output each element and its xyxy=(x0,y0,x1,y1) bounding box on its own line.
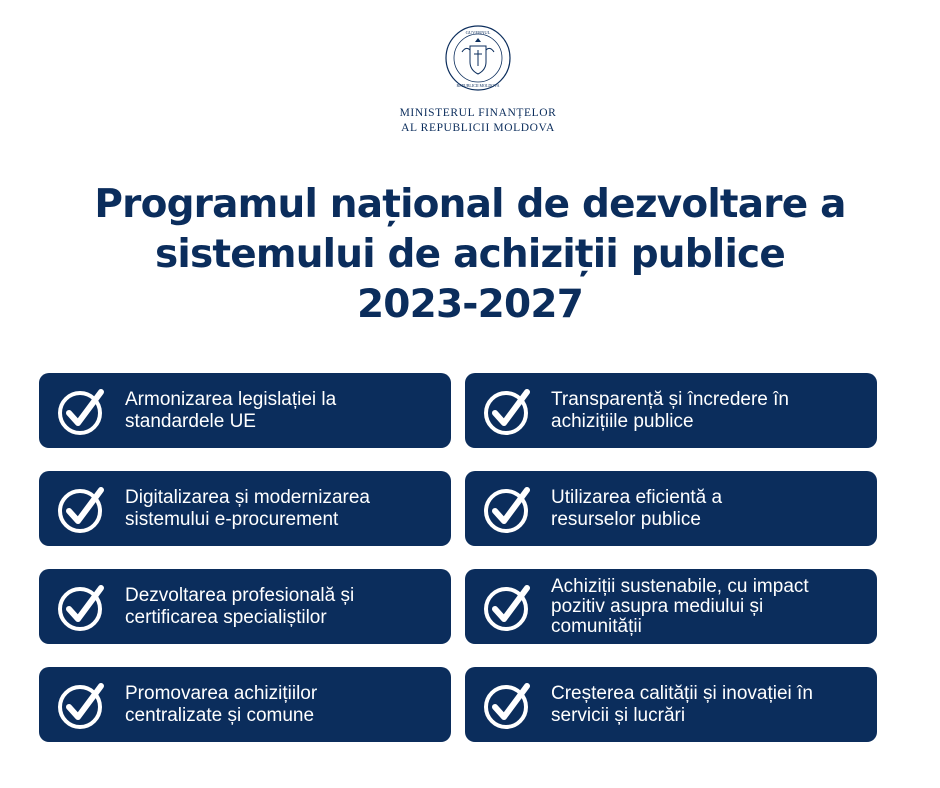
item-label-line: sistemului e-procurement xyxy=(125,508,339,530)
checkmark-circle-icon xyxy=(57,484,107,534)
coat-of-arms-icon xyxy=(444,24,512,92)
ministry-line-2: AL REPUBLICII MOLDOVA xyxy=(401,122,555,134)
page-title xyxy=(40,180,900,330)
item-card-sustainable-procurement xyxy=(465,569,877,644)
item-label-line: servicii și lucrări xyxy=(551,704,686,726)
item-card-transparency xyxy=(465,373,877,448)
checkmark-circle-icon xyxy=(483,386,533,436)
item-label-line: Achiziții sustenabile, cu impact xyxy=(551,575,809,597)
item-label-line: achizițiile publice xyxy=(551,410,694,432)
item-label xyxy=(551,389,867,433)
item-label-line: Utilizarea eficientă a xyxy=(551,486,723,508)
emblem-text-bottom: REPUBLICII MOLDOVA xyxy=(456,83,500,88)
item-card-professional-development xyxy=(39,569,451,644)
item-card-legislation xyxy=(39,373,451,448)
item-label-line: Transparență și încredere în xyxy=(551,388,789,410)
item-label-line: Armonizarea legislației la xyxy=(125,388,337,410)
item-label xyxy=(125,585,441,629)
item-label xyxy=(551,577,867,637)
item-card-centralized-procurement xyxy=(39,667,451,742)
item-card-efficient-resources xyxy=(465,471,877,546)
item-label xyxy=(551,683,867,727)
item-label xyxy=(125,487,441,531)
title-line-2: sistemului de achiziții publice xyxy=(154,232,785,277)
item-label-line: certificarea specialiștilor xyxy=(125,606,327,628)
item-label-line: Creșterea calității și inovației în xyxy=(551,682,813,704)
checkmark-circle-icon xyxy=(483,484,533,534)
item-label xyxy=(125,389,441,433)
item-label-line: Dezvoltarea profesională și xyxy=(125,584,355,606)
item-label-line: comunității xyxy=(551,615,642,637)
checkmark-circle-icon xyxy=(483,680,533,730)
ministry-line-1: MINISTERUL FINANȚELOR xyxy=(399,107,557,119)
checkmark-circle-icon xyxy=(57,582,107,632)
checkmark-circle-icon xyxy=(57,386,107,436)
item-card-digitalization xyxy=(39,471,451,546)
emblem-text-top: GUVERNUL xyxy=(465,30,491,35)
checkmark-circle-icon xyxy=(57,680,107,730)
item-label xyxy=(125,683,441,727)
item-card-quality-innovation xyxy=(465,667,877,742)
checkmark-circle-icon xyxy=(483,582,533,632)
item-label-line: centralizate și comune xyxy=(125,704,315,726)
ministry-name xyxy=(370,106,586,136)
item-label-line: resurselor publice xyxy=(551,508,701,530)
item-label-line: Digitalizarea și modernizarea xyxy=(125,486,370,508)
item-label-line: Promovarea achizițiilor xyxy=(125,682,318,704)
item-label-line: standardele UE xyxy=(125,410,256,432)
title-line-1: Programul național de dezvoltare a xyxy=(94,182,846,227)
item-label-line: pozitiv asupra mediului și xyxy=(551,595,764,617)
title-line-3: 2023-2027 xyxy=(356,282,584,327)
item-label xyxy=(551,487,867,531)
